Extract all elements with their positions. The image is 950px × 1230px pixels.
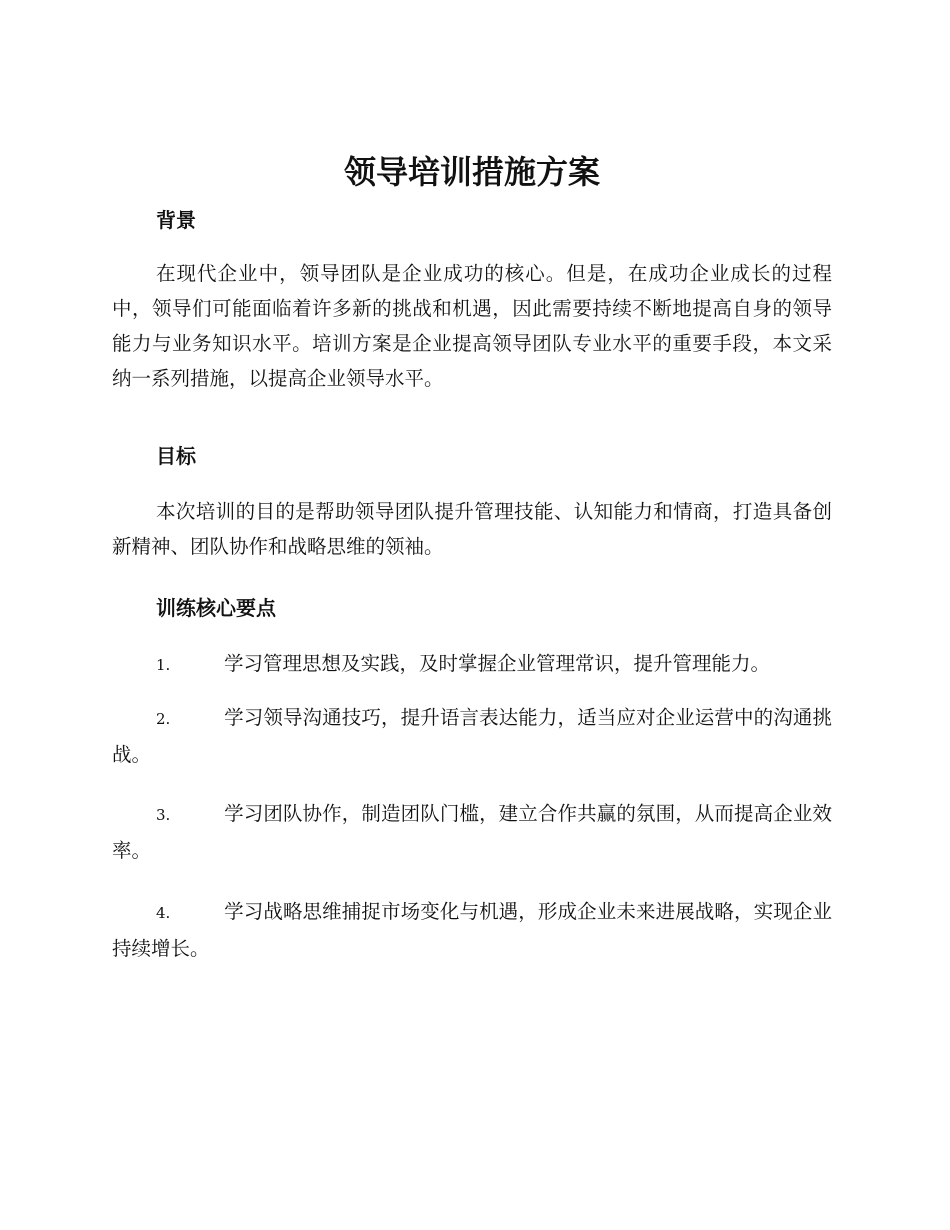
list-item bbox=[112, 796, 832, 868]
list-item-number: 2. bbox=[156, 710, 171, 728]
list-item-number: 3. bbox=[156, 806, 171, 824]
goal-paragraph: 本次培训的目的是帮助领导团队提升管理技能、认知能力和情商，打造具备创新精神、团队协作和战略思维的领袖。 bbox=[112, 500, 832, 558]
list-item-text: 学习团队协作，制造团队门槛，建立合作共赢的氛围，从而提高企业效率。 bbox=[112, 802, 832, 862]
list-item-text: 学习战略思维捕捉市场变化与机遇，形成企业未来进展战略，实现企业持续增长。 bbox=[112, 900, 832, 960]
list-item-number: 1. bbox=[156, 656, 171, 674]
document-title: 领导培训措施方案 bbox=[343, 153, 600, 191]
list-item-text: 学习管理思想及实践，及时掌握企业管理常识，提升管理能力。 bbox=[224, 652, 771, 675]
section-heading-goal: 目标 bbox=[156, 444, 196, 468]
list-item-number: 4. bbox=[156, 904, 171, 922]
section-heading-key-points: 训练核心要点 bbox=[156, 596, 276, 620]
background-paragraph: 在现代企业中，领导团队是企业成功的核心。但是，在成功企业成长的过程中，领导们可能面临着许多新的挑战和机遇，因此需要持续不断地提高自身的领导能力与业务知识水平。培训方案是企业提高领导团队专业水平的重要手段，本文采纳一系列措施，以提高企业领导水平。 bbox=[112, 262, 832, 390]
list-item bbox=[112, 646, 832, 683]
list-item bbox=[112, 700, 832, 772]
list-item bbox=[112, 894, 832, 966]
section-heading-background: 背景 bbox=[156, 208, 196, 232]
list-item-text: 学习领导沟通技巧，提升语言表达能力，适当应对企业运营中的沟通挑战。 bbox=[112, 706, 832, 766]
